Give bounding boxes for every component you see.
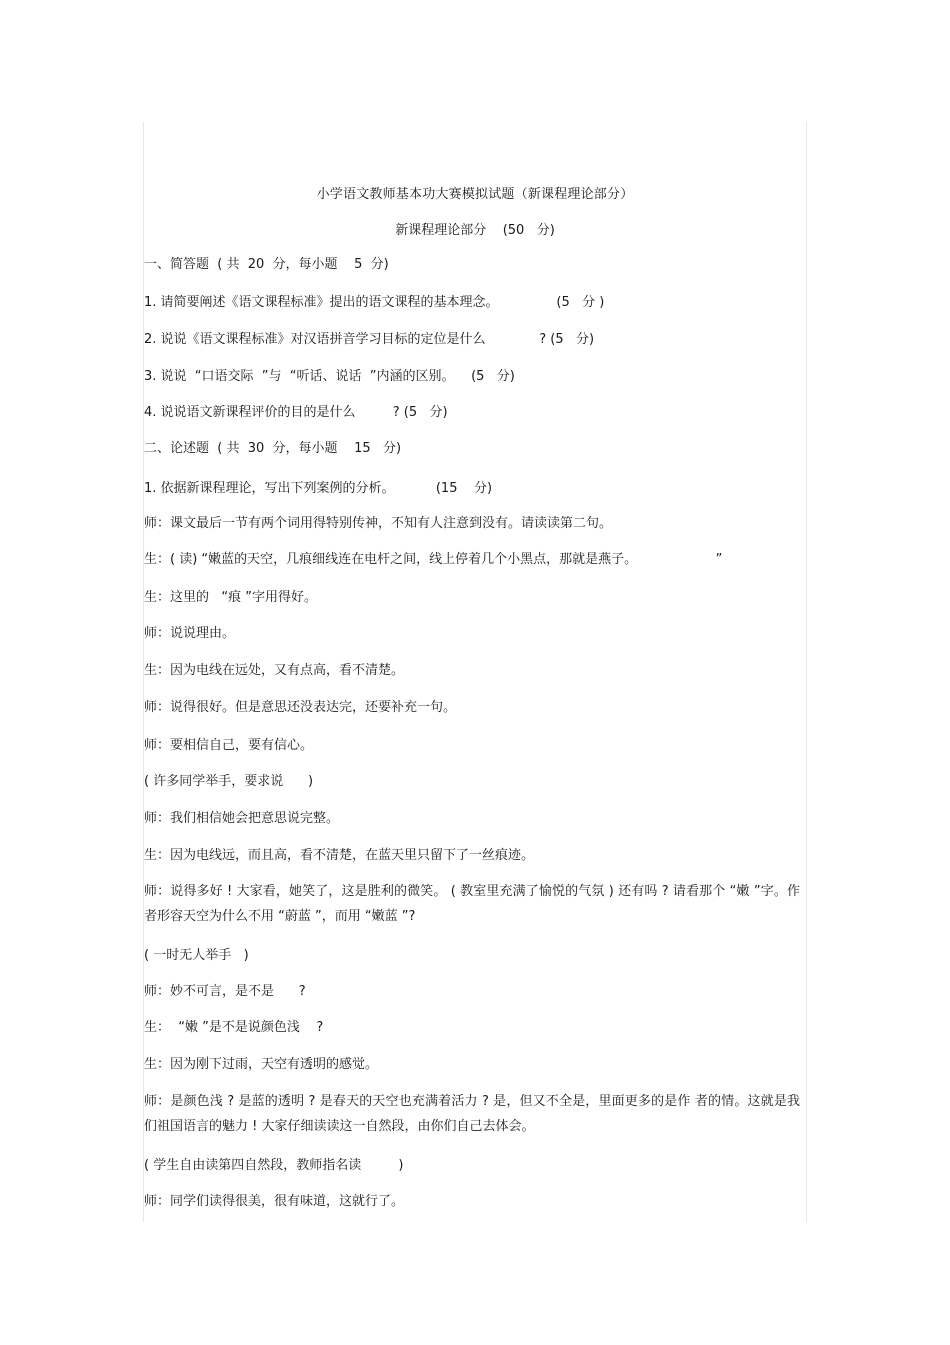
dialogue-line: 师：说说理由。 <box>144 626 236 641</box>
dialogue-line: 师：妙不可言，是不是 ? <box>144 984 306 999</box>
question-3: 3. 说说 “口语交际 ”与 “听话、说话 ”内涵的区别。 (5 分) <box>144 369 515 384</box>
dialogue-line: 师：说得很好。但是意思还没表达完，还要补充一句。 <box>144 700 457 715</box>
dialogue-line: 师：课文最后一节有两个词用得特别传神，不知有人注意到没有。请读读第二句。 <box>144 516 613 531</box>
section-heading-short-answer: 一、简答题 ( 共 20 分，每小题 5 分) <box>144 257 389 272</box>
dialogue-line: 生：( 读) “嫩蓝的天空，几痕细线连在电杆之间，线上停着几个小黑点，那就是燕子。 ” <box>144 552 723 567</box>
essay-question-1: 1. 依据新课程理论，写出下列案例的分析。 (15 分) <box>144 481 493 496</box>
document-subtitle: 新课程理论部分 (50 分) <box>395 223 555 238</box>
dialogue-line: 生：这里的 “痕 ”字用得好。 <box>144 590 317 605</box>
dialogue-line: 师：同学们读得很美，很有味道，这就行了。 <box>144 1194 405 1209</box>
dialogue-paragraph: 师：说得多好 ! 大家看，她笑了，这是胜利的微笑。 ( 教室里充满了愉悦的气氛 ) 还有吗 ? 请看那个 “嫩 ”字。作者形容天空为什么不用 “蔚蓝 ”，而用 “嫩蓝 ”? <box>144 884 800 924</box>
dialogue-line: 师：我们相信她会把意思说完整。 <box>144 811 340 826</box>
dialogue-line: 生：因为刚下过雨，天空有透明的感觉。 <box>144 1057 379 1072</box>
stage-direction: ( 一时无人举手 ) <box>144 948 249 963</box>
question-4: 4. 说说语文新课程评价的目的是什么 ? (5 分) <box>144 405 448 420</box>
question-1: 1. 请简要阐述《语文课程标准》提出的语文课程的基本理念。 (5 分 ) <box>144 295 605 310</box>
stage-direction: ( 学生自由读第四自然段，教师指名读 ) <box>144 1158 404 1173</box>
dialogue-line: 师：要相信自己，要有信心。 <box>144 738 314 753</box>
section-heading-essay: 二、论述题 ( 共 30 分，每小题 15 分) <box>144 441 402 456</box>
dialogue-line: 生： “嫩 ”是不是说颜色浅 ? <box>144 1020 324 1035</box>
dialogue-line: 生：因为电线远，而且高，看不清楚，在蓝天里只留下了一丝痕迹。 <box>144 848 535 863</box>
stage-direction: ( 许多同学举手，要求说 ) <box>144 774 314 789</box>
dialogue-line: 生：因为电线在远处，又有点高，看不清楚。 <box>144 663 405 678</box>
document-title: 小学语文教师基本功大赛模拟试题（新课程理论部分） <box>316 187 634 202</box>
question-2: 2. 说说《语文课程标准》对汉语拼音学习目标的定位是什么 ? (5 分) <box>144 332 595 347</box>
dialogue-paragraph: 师：是颜色浅 ? 是蓝的透明 ? 是春天的天空也充满着活力 ? 是，但又不全是，里面更多的是作 者的情。这就是我们祖国语言的魅力 ! 大家仔细读读这一自然段，由你们自己去体会。 <box>144 1094 800 1134</box>
